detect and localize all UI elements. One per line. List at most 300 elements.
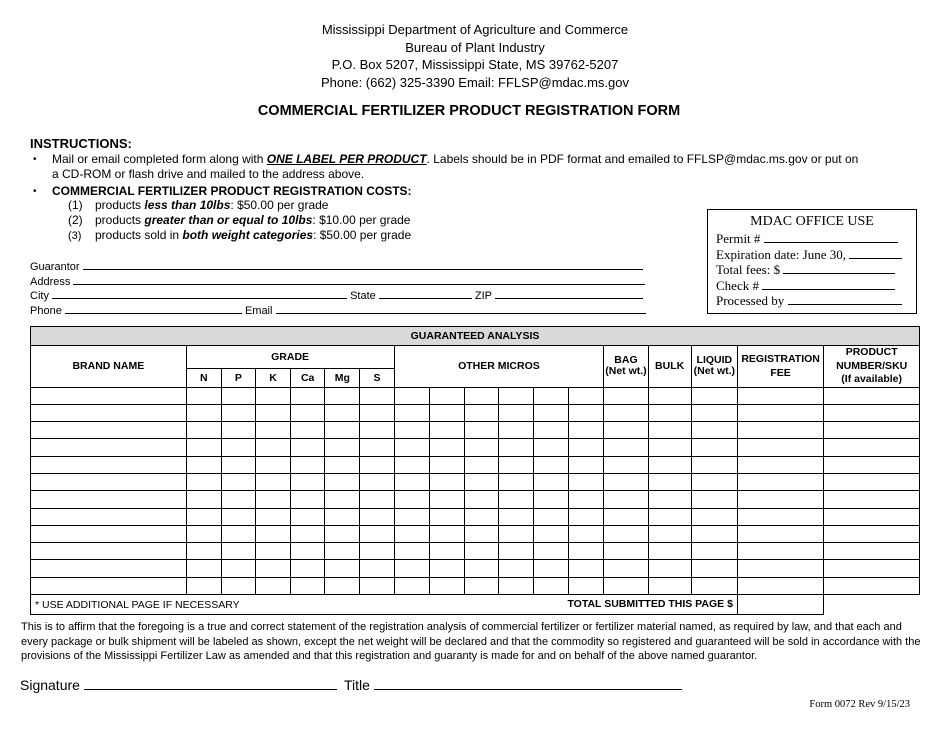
- table-cell[interactable]: [534, 456, 569, 473]
- table-cell[interactable]: [394, 560, 429, 577]
- table-cell[interactable]: [291, 543, 325, 560]
- cost-list: [68, 198, 411, 244]
- grade-col-n: N: [186, 369, 221, 387]
- table-cell[interactable]: [325, 387, 360, 404]
- city-field[interactable]: [52, 287, 347, 299]
- table-cell[interactable]: [569, 508, 604, 525]
- table-cell[interactable]: [186, 525, 221, 542]
- signature-row: [20, 676, 337, 693]
- table-cell[interactable]: [498, 387, 533, 404]
- table-cell[interactable]: [604, 508, 648, 525]
- bullet-icon: •: [33, 186, 37, 197]
- table-cell[interactable]: [534, 439, 569, 456]
- table-cell[interactable]: [394, 525, 429, 542]
- table-cell[interactable]: [255, 404, 290, 421]
- processed-row: Processed by: [716, 293, 916, 309]
- guarantor-label: Guarantor: [30, 261, 80, 273]
- table-cell[interactable]: [31, 577, 187, 594]
- table-cell[interactable]: [498, 473, 533, 490]
- table-cell[interactable]: [394, 422, 429, 439]
- agency-name: Mississippi Department of Agriculture and Commerce: [321, 22, 629, 37]
- table-cell[interactable]: [360, 387, 394, 404]
- table-cell[interactable]: [534, 473, 569, 490]
- city-label: City: [30, 290, 49, 302]
- state-label: State: [350, 290, 376, 302]
- table-cell[interactable]: [394, 456, 429, 473]
- table-cell[interactable]: [498, 577, 533, 594]
- table-cell[interactable]: [648, 387, 691, 404]
- total-submitted-field[interactable]: [737, 595, 823, 615]
- table-cell[interactable]: [534, 560, 569, 577]
- table-cell[interactable]: [186, 508, 221, 525]
- table-cell[interactable]: [737, 525, 823, 542]
- table-cell[interactable]: [325, 560, 360, 577]
- table-cell[interactable]: [498, 439, 533, 456]
- table-cell[interactable]: [429, 439, 464, 456]
- grade-col-p: P: [221, 369, 255, 387]
- table-cell[interactable]: [737, 577, 823, 594]
- table-cell[interactable]: [534, 422, 569, 439]
- table-cell[interactable]: [221, 491, 255, 508]
- table-cell[interactable]: [325, 404, 360, 421]
- instruction-1: [52, 152, 858, 166]
- email-field[interactable]: [276, 302, 646, 314]
- cost-item: (1) products less than 10lbs: $50.00 per grade: [68, 198, 329, 212]
- table-cell[interactable]: [255, 456, 290, 473]
- table-cell[interactable]: [255, 491, 290, 508]
- table-cell[interactable]: [464, 439, 498, 456]
- additional-page-note: * USE ADDITIONAL PAGE IF NECESSARY: [35, 598, 240, 611]
- table-cell[interactable]: [464, 491, 498, 508]
- table-cell[interactable]: [31, 473, 187, 490]
- table-cell[interactable]: [824, 508, 920, 525]
- table-cell[interactable]: [464, 422, 498, 439]
- table-cell[interactable]: [186, 404, 221, 421]
- po-box: P.O. Box 5207, Mississippi State, MS 39762-5207: [331, 57, 619, 72]
- zip-field[interactable]: [495, 287, 643, 299]
- table-cell[interactable]: [221, 577, 255, 594]
- table-cell[interactable]: [691, 473, 737, 490]
- table-cell[interactable]: [255, 577, 290, 594]
- table-cell[interactable]: [737, 508, 823, 525]
- registration-fee-header: REGISTRATION FEE: [737, 346, 823, 388]
- table-cell[interactable]: [604, 473, 648, 490]
- table-cell[interactable]: [691, 508, 737, 525]
- table-cell[interactable]: [186, 577, 221, 594]
- table-cell[interactable]: [291, 387, 325, 404]
- table-cell[interactable]: [221, 404, 255, 421]
- table-cell[interactable]: [360, 560, 394, 577]
- table-cell[interactable]: [691, 422, 737, 439]
- table-cell[interactable]: [604, 560, 648, 577]
- expiration-row: Expiration date: June 30,: [716, 247, 916, 263]
- table-cell[interactable]: [824, 473, 920, 490]
- table-cell[interactable]: [360, 491, 394, 508]
- table-cell[interactable]: [394, 577, 429, 594]
- table-cell[interactable]: [429, 543, 464, 560]
- table-cell[interactable]: [534, 543, 569, 560]
- table-row: [31, 508, 920, 525]
- table-cell[interactable]: [691, 439, 737, 456]
- table-cell[interactable]: [691, 577, 737, 594]
- phone-label: Phone: [30, 305, 62, 317]
- table-cell[interactable]: [648, 577, 691, 594]
- form-number: Form 0072 Rev 9/15/23: [809, 699, 910, 710]
- table-cell[interactable]: [360, 404, 394, 421]
- table-cell[interactable]: [604, 491, 648, 508]
- expiration-field[interactable]: [849, 247, 902, 259]
- table-cell[interactable]: [394, 404, 429, 421]
- table-row: [31, 387, 920, 404]
- table-cell[interactable]: [325, 508, 360, 525]
- table-cell[interactable]: [691, 525, 737, 542]
- table-cell[interactable]: [498, 422, 533, 439]
- instruction-2: COMMERCIAL FERTILIZER PRODUCT REGISTRATION COSTS:: [52, 184, 412, 198]
- table-cell[interactable]: [691, 387, 737, 404]
- table-cell[interactable]: [429, 473, 464, 490]
- table-cell[interactable]: [31, 422, 187, 439]
- table-cell[interactable]: [604, 387, 648, 404]
- office-use-title: MDAC OFFICE USE: [750, 214, 874, 229]
- header-address: [0, 21, 950, 91]
- footer-blank: [824, 595, 920, 615]
- table-row: [31, 422, 920, 439]
- table-cell[interactable]: [429, 560, 464, 577]
- table-row: [31, 525, 920, 542]
- table-cell[interactable]: [569, 543, 604, 560]
- table-cell[interactable]: [737, 422, 823, 439]
- table-cell[interactable]: [429, 422, 464, 439]
- table-cell[interactable]: [824, 387, 920, 404]
- instruction-1-line2: a CD-ROM or flash drive and mailed to the address above.: [52, 167, 365, 181]
- table-cell[interactable]: [291, 404, 325, 421]
- table-cell[interactable]: [648, 525, 691, 542]
- guaranteed-analysis-table: [30, 326, 920, 615]
- table-cell[interactable]: [186, 439, 221, 456]
- phone-email: Phone: (662) 325-3390 Email: FFLSP@mdac.ms.gov: [320, 74, 629, 90]
- table-cell[interactable]: [534, 387, 569, 404]
- table-cell[interactable]: [31, 387, 187, 404]
- table-cell[interactable]: [325, 456, 360, 473]
- table-footer: [31, 595, 738, 615]
- bullet-icon: •: [33, 154, 37, 165]
- table-cell[interactable]: [534, 525, 569, 542]
- table-cell[interactable]: [604, 577, 648, 594]
- table-cell[interactable]: [255, 543, 290, 560]
- address-field[interactable]: [73, 273, 645, 285]
- table-cell[interactable]: [325, 577, 360, 594]
- table-cell[interactable]: [737, 456, 823, 473]
- table-cell[interactable]: [737, 560, 823, 577]
- table-row: [31, 404, 920, 421]
- cost-item: (2) products greater than or equal to 10lbs: $10.00 per grade: [68, 213, 411, 227]
- table-cell[interactable]: [255, 525, 290, 542]
- instruction-1-pre: Mail or email completed form along with: [52, 152, 267, 166]
- table-cell[interactable]: [498, 543, 533, 560]
- table-cell[interactable]: [394, 508, 429, 525]
- table-cell[interactable]: [429, 525, 464, 542]
- table-cell[interactable]: [464, 387, 498, 404]
- table-cell[interactable]: [221, 473, 255, 490]
- grade-col-mg: Mg: [325, 369, 360, 387]
- cost-item: (3) products sold in both weight categories: $50.00 per grade: [68, 228, 412, 242]
- table-cell[interactable]: [291, 491, 325, 508]
- table-cell[interactable]: [737, 404, 823, 421]
- table-cell[interactable]: [737, 543, 823, 560]
- table-cell[interactable]: [291, 577, 325, 594]
- table-cell[interactable]: [648, 543, 691, 560]
- affirmation-text: This is to affirm that the foregoing is a true and correct statement of the registration analysis of commercial fertilizer or fertilizer material named, as required by law, and that each and every package or bulk shipment will be labeled as shown, except the net weight will be declared and that the commodity so registered and guaranteed will be sold in accordance with the provisions of the Mississippi Fertilizer Law as amended and that this registration and guaranty is made for and on behalf of the above named guarantor.: [21, 621, 921, 662]
- table-cell[interactable]: [498, 525, 533, 542]
- table-cell[interactable]: [291, 473, 325, 490]
- total-submitted-label: TOTAL SUBMITTED THIS PAGE $: [567, 598, 733, 611]
- table-cell[interactable]: [737, 473, 823, 490]
- product-number-header: PRODUCT NUMBER/SKU (If available): [824, 346, 920, 388]
- table-cell[interactable]: [737, 491, 823, 508]
- table-cell[interactable]: [221, 543, 255, 560]
- table-cell[interactable]: [394, 439, 429, 456]
- address-label: Address: [30, 276, 71, 288]
- table-cell[interactable]: [648, 439, 691, 456]
- phone-field[interactable]: [65, 302, 242, 314]
- table-cell[interactable]: [325, 422, 360, 439]
- table-cell[interactable]: [255, 560, 290, 577]
- processed-field[interactable]: [788, 293, 902, 305]
- table-cell[interactable]: [394, 543, 429, 560]
- table-cell[interactable]: [291, 422, 325, 439]
- table-cell[interactable]: [360, 422, 394, 439]
- table-cell[interactable]: [429, 456, 464, 473]
- table-cell[interactable]: [569, 577, 604, 594]
- table-cell[interactable]: [824, 439, 920, 456]
- table-row: [31, 491, 920, 508]
- table-row: [31, 560, 920, 577]
- table-cell[interactable]: [737, 439, 823, 456]
- table-cell[interactable]: [31, 560, 187, 577]
- table-cell[interactable]: [604, 456, 648, 473]
- check-field[interactable]: [762, 278, 895, 290]
- guarantor-row: [30, 258, 643, 273]
- signature-label: Signature: [20, 677, 80, 693]
- table-cell[interactable]: [824, 577, 920, 594]
- table-cell[interactable]: [360, 456, 394, 473]
- table-cell[interactable]: [464, 404, 498, 421]
- instruction-1-post: . Labels should be in PDF format and emailed to FFLSP@mdac.ms.gov or put on: [426, 152, 859, 166]
- table-cell[interactable]: [824, 404, 920, 421]
- bag-header: BAG (Net wt.): [604, 346, 648, 388]
- instruction-1-emphasis: ONE LABEL PER PRODUCT: [266, 152, 427, 166]
- table-cell[interactable]: [394, 387, 429, 404]
- table-row: [31, 456, 920, 473]
- grade-col-k: K: [255, 369, 290, 387]
- table-cell[interactable]: [569, 560, 604, 577]
- table-cell[interactable]: [534, 491, 569, 508]
- title-field[interactable]: [374, 676, 682, 690]
- table-cell[interactable]: [498, 456, 533, 473]
- table-cell[interactable]: [648, 508, 691, 525]
- table-cell[interactable]: [31, 543, 187, 560]
- brand-name-header: BRAND NAME: [31, 346, 187, 388]
- table-cell[interactable]: [291, 439, 325, 456]
- table-cell[interactable]: [498, 560, 533, 577]
- city-row: [30, 287, 643, 302]
- table-cell[interactable]: [648, 473, 691, 490]
- address-row: [30, 273, 645, 288]
- table-cell[interactable]: [604, 439, 648, 456]
- table-cell[interactable]: [691, 456, 737, 473]
- table-cell[interactable]: [186, 456, 221, 473]
- table-cell[interactable]: [464, 543, 498, 560]
- table-row: [31, 473, 920, 490]
- table-cell[interactable]: [186, 473, 221, 490]
- table-cell[interactable]: [325, 473, 360, 490]
- table-cell[interactable]: [429, 577, 464, 594]
- guarantor-field[interactable]: [83, 258, 643, 270]
- table-cell[interactable]: [186, 422, 221, 439]
- table-cell[interactable]: [429, 387, 464, 404]
- table-cell[interactable]: [394, 473, 429, 490]
- table-cell[interactable]: [534, 508, 569, 525]
- table-cell[interactable]: [221, 439, 255, 456]
- table-row: [31, 577, 920, 594]
- table-cell[interactable]: [604, 422, 648, 439]
- table-cell[interactable]: [221, 525, 255, 542]
- table-cell[interactable]: [31, 508, 187, 525]
- table-cell[interactable]: [604, 543, 648, 560]
- table-cell[interactable]: [325, 543, 360, 560]
- table-cell[interactable]: [360, 577, 394, 594]
- table-cell[interactable]: [31, 404, 187, 421]
- table-cell[interactable]: [186, 560, 221, 577]
- table-cell[interactable]: [648, 422, 691, 439]
- table-cell[interactable]: [31, 525, 187, 542]
- table-cell[interactable]: [569, 491, 604, 508]
- table-cell[interactable]: [464, 560, 498, 577]
- instructions-heading: INSTRUCTIONS:: [30, 136, 132, 151]
- table-cell[interactable]: [291, 456, 325, 473]
- grade-col-s: S: [360, 369, 394, 387]
- table-cell[interactable]: [569, 456, 604, 473]
- grade-col-ca: Ca: [291, 369, 325, 387]
- table-cell[interactable]: [824, 543, 920, 560]
- table-cell[interactable]: [824, 456, 920, 473]
- table-cell[interactable]: [429, 508, 464, 525]
- table-cell[interactable]: [569, 473, 604, 490]
- table-cell[interactable]: [824, 560, 920, 577]
- liquid-header: LIQUID (Net wt.): [691, 346, 737, 388]
- table-cell[interactable]: [464, 508, 498, 525]
- table-cell[interactable]: [291, 560, 325, 577]
- table-row: [31, 543, 920, 560]
- table-cell[interactable]: [360, 525, 394, 542]
- table-cell[interactable]: [604, 525, 648, 542]
- table-cell[interactable]: [648, 491, 691, 508]
- table-cell[interactable]: [569, 387, 604, 404]
- table-cell[interactable]: [291, 508, 325, 525]
- form-title: COMMERCIAL FERTILIZER PRODUCT REGISTRATION FORM: [257, 103, 681, 119]
- table-cell[interactable]: [325, 491, 360, 508]
- table-cell[interactable]: [429, 404, 464, 421]
- table-cell[interactable]: [824, 525, 920, 542]
- table-cell[interactable]: [648, 404, 691, 421]
- table-cell[interactable]: [360, 543, 394, 560]
- table-cell[interactable]: [824, 491, 920, 508]
- signature-field[interactable]: [84, 676, 337, 690]
- table-cell[interactable]: [534, 404, 569, 421]
- fees-field[interactable]: [783, 262, 895, 274]
- title-label: Title: [344, 677, 370, 693]
- table-cell[interactable]: [691, 560, 737, 577]
- table-cell[interactable]: [569, 525, 604, 542]
- table-cell[interactable]: [569, 439, 604, 456]
- table-cell[interactable]: [221, 422, 255, 439]
- table-cell[interactable]: [186, 543, 221, 560]
- table-cell[interactable]: [255, 439, 290, 456]
- table-cell[interactable]: [394, 491, 429, 508]
- table-cell[interactable]: [255, 508, 290, 525]
- table-cell[interactable]: [429, 491, 464, 508]
- table-cell[interactable]: [221, 387, 255, 404]
- phone-row: [30, 302, 646, 317]
- table-cell[interactable]: [464, 456, 498, 473]
- table-cell[interactable]: [221, 508, 255, 525]
- table-cell[interactable]: [325, 525, 360, 542]
- table-cell[interactable]: [604, 404, 648, 421]
- check-row: Check #: [716, 278, 916, 294]
- table-cell[interactable]: [464, 577, 498, 594]
- table-cell[interactable]: [255, 422, 290, 439]
- table-cell[interactable]: [498, 491, 533, 508]
- table-cell[interactable]: [360, 439, 394, 456]
- office-use-box: [707, 209, 917, 314]
- fees-row: Total fees: $: [716, 262, 916, 278]
- table-cell[interactable]: [291, 525, 325, 542]
- table-cell[interactable]: [569, 404, 604, 421]
- table-cell[interactable]: [360, 473, 394, 490]
- table-cell[interactable]: [221, 456, 255, 473]
- table-cell[interactable]: [569, 422, 604, 439]
- table-cell[interactable]: [824, 422, 920, 439]
- table-cell[interactable]: [255, 387, 290, 404]
- table-cell[interactable]: [31, 491, 187, 508]
- table-cell[interactable]: [648, 456, 691, 473]
- table-cell[interactable]: [31, 439, 187, 456]
- table-cell[interactable]: [498, 508, 533, 525]
- other-micros-header: OTHER MICROS: [394, 346, 604, 388]
- permit-field[interactable]: [764, 231, 898, 243]
- table-cell[interactable]: [31, 456, 187, 473]
- table-cell[interactable]: [691, 491, 737, 508]
- table-cell[interactable]: [186, 387, 221, 404]
- table-cell[interactable]: [534, 577, 569, 594]
- table-cell[interactable]: [360, 508, 394, 525]
- table-cell[interactable]: [737, 387, 823, 404]
- title-row: [344, 676, 682, 693]
- table-cell[interactable]: [325, 439, 360, 456]
- table-cell[interactable]: [498, 404, 533, 421]
- table-cell[interactable]: [464, 473, 498, 490]
- table-cell[interactable]: [255, 473, 290, 490]
- table-cell[interactable]: [221, 560, 255, 577]
- table-cell[interactable]: [648, 560, 691, 577]
- bureau-name: Bureau of Plant Industry: [405, 39, 545, 55]
- table-cell[interactable]: [464, 525, 498, 542]
- table-cell[interactable]: [691, 404, 737, 421]
- table-cell[interactable]: [186, 491, 221, 508]
- state-field[interactable]: [379, 287, 472, 299]
- bulk-header: BULK: [648, 346, 691, 388]
- table-cell[interactable]: [691, 543, 737, 560]
